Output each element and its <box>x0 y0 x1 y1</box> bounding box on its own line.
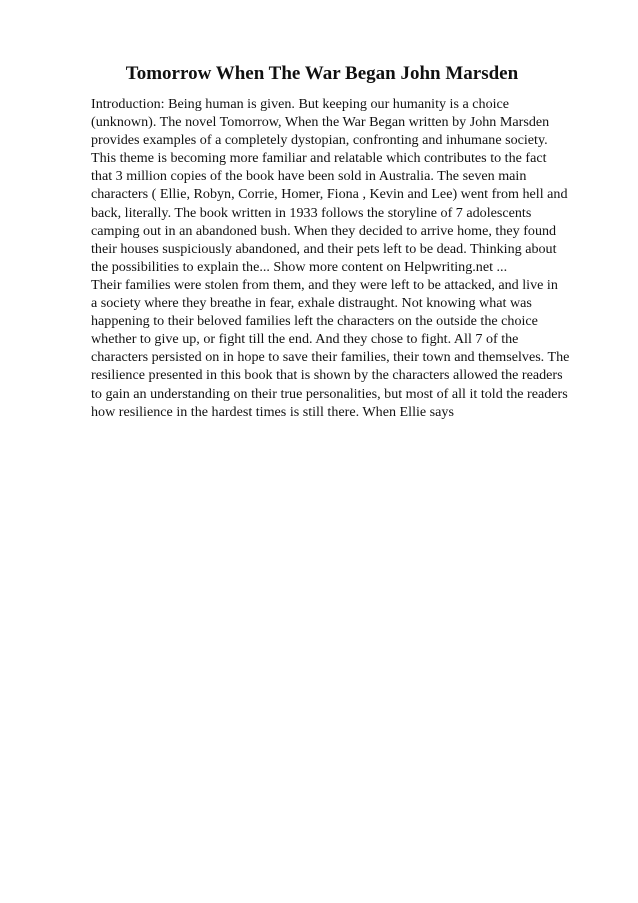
body-line: This theme is becoming more familiar and relatable which contributes to the fact <box>91 150 547 167</box>
document-body <box>91 95 591 421</box>
body-line: how resilience in the hardest times is still there. When Ellie says <box>91 403 454 420</box>
body-line: that 3 million copies of the book have been sold in Australia. The seven main <box>91 168 527 185</box>
body-line: provides examples of a completely dystopian, confronting and inhumane society. <box>91 132 548 149</box>
body-line: Their families were stolen from them, and they were left to be attacked, and live in <box>91 276 558 293</box>
body-line: whether to give up, or fight till the end. And they chose to fight. All 7 of the <box>91 331 519 348</box>
body-line: a society where they breathe in fear, exhale distraught. Not knowing what was <box>91 295 532 312</box>
body-line: resilience presented in this book that is shown by the characters allowed the readers <box>91 367 563 384</box>
body-line: to gain an understanding on their true personalities, but most of all it told the readers <box>91 385 568 402</box>
body-line: happening to their beloved families left the characters on the outside the choice <box>91 313 538 330</box>
body-line: characters ( Ellie, Robyn, Corrie, Homer, Fiona , Kevin and Lee) went from hell and <box>91 186 568 203</box>
body-line: back, literally. The book written in 1933 follows the storyline of 7 adolescents <box>91 204 532 221</box>
document-title: Tomorrow When The War Began John Marsden <box>125 63 519 84</box>
body-line: characters persisted on in hope to save their families, their town and themselves. The <box>91 349 570 366</box>
body-line: the possibilities to explain the... Show more content on Helpwriting.net ... <box>91 258 508 275</box>
body-line: Introduction: Being human is given. But keeping our humanity is a choice <box>91 96 510 112</box>
body-line: their houses suspiciously abandoned, and their pets left to be dead. Thinking about <box>91 240 557 257</box>
body-line: (unknown). The novel Tomorrow, When the War Began written by John Marsden <box>91 114 550 131</box>
body-line: camping out in an abandoned bush. When they decided to arrive home, they found <box>91 222 557 239</box>
